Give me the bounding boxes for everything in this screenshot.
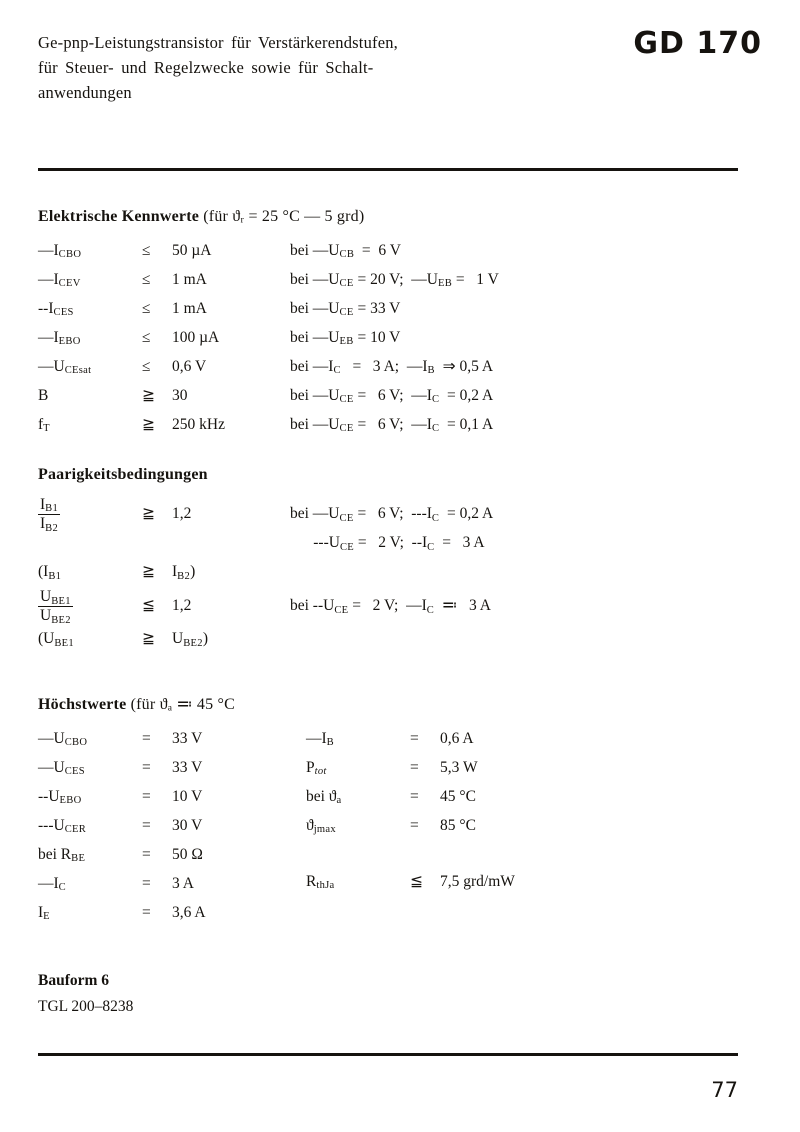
standard-reference: TGL 200–8238 xyxy=(38,998,134,1015)
top-divider xyxy=(38,168,738,171)
row-relation: = xyxy=(142,729,151,747)
row-symbol-sub: CES xyxy=(53,307,74,319)
row-condition: bei $—U_{CB} = 6$ V xyxy=(290,241,401,261)
row-value: 0,6 V xyxy=(172,357,207,375)
row-value: 1,2 xyxy=(172,597,192,615)
maximum-columns xyxy=(38,725,762,928)
page-header xyxy=(38,26,762,105)
cond-sub: CE xyxy=(339,423,354,435)
row-condition: bei $—U_{CE} = 6$ V; $—I_C = 0,1$ A xyxy=(290,415,494,435)
row-value: 3 A xyxy=(172,874,194,892)
table-row xyxy=(38,411,499,440)
row-symbol-sub: E xyxy=(43,911,50,923)
row-relation: ≤ xyxy=(142,357,151,375)
row-value: $I_{B2}$) xyxy=(172,562,196,582)
maximum-right-table xyxy=(306,725,558,897)
table-row xyxy=(38,783,290,812)
table-row xyxy=(306,725,558,754)
row-relation: ≧ xyxy=(142,386,155,404)
row-symbol-sub: CBO xyxy=(64,737,88,749)
row-value: 50 µA xyxy=(172,241,212,259)
table-row xyxy=(38,626,493,655)
row-symbol: ($U_{BE1}$ xyxy=(38,630,74,650)
row-symbol xyxy=(306,841,410,868)
fraction-numerator: $U_{BE1}$ xyxy=(40,587,71,607)
table-row xyxy=(306,754,558,783)
row-symbol-sub: C xyxy=(58,882,66,894)
cond-sub: C xyxy=(333,365,341,377)
row-symbol: $R_{thJa}$ xyxy=(306,872,335,892)
num-sub: B1 xyxy=(45,503,59,515)
row-value: 250 kHz xyxy=(172,415,225,433)
table-row xyxy=(38,353,499,382)
row-value: 10 V xyxy=(172,787,203,805)
row-symbol-sub: CER xyxy=(64,824,87,836)
table-row xyxy=(38,382,499,411)
table-row xyxy=(38,812,290,841)
num-sub: BE1 xyxy=(51,595,71,607)
row-symbol-sub: BE1 xyxy=(54,638,74,650)
page-title xyxy=(38,30,398,105)
row-symbol: $—I_C$ xyxy=(38,874,66,894)
row-symbol-sub: T xyxy=(43,423,50,435)
section-electrical-title xyxy=(38,208,762,226)
row-relation: = xyxy=(142,874,151,892)
row-value: 30 V xyxy=(172,816,203,834)
row-condition: bei $—U_{CE} = 33$ V xyxy=(290,299,401,319)
row-symbol-sub: B1 xyxy=(48,570,62,582)
row-symbol-fraction xyxy=(38,495,142,558)
row-relation: ≧ xyxy=(142,415,155,433)
row-relation: = xyxy=(142,787,151,805)
cond-sub2: C xyxy=(427,541,435,553)
row-condition: bei $—I_C = 3$ A; $—I_B$ ⇒ 0,5 A xyxy=(290,357,494,377)
row-symbol: $P_{tot}$ xyxy=(306,758,327,778)
row-symbol: $—I_B$ xyxy=(306,729,334,749)
row-condition: bei $—U_{CE} = 6$ V; $—I_C = 0,2$ A xyxy=(290,386,494,406)
section-maximum-title-rest: (für ϑₐ ≕ 45 °C xyxy=(130,696,235,713)
table-row xyxy=(38,587,493,626)
title-line-1: Ge-pnp-Leistungstransistor für Verstärkerendstufen, xyxy=(38,33,399,52)
row-value: 45 °C xyxy=(440,787,476,805)
row-symbol: $--I_{CES}$ xyxy=(38,299,74,319)
cond-sub2: B xyxy=(427,365,435,377)
maximum-left-table xyxy=(38,725,290,928)
row-condition: bei $—U_{CE} = 20$ V; $—U_{EB} = 1$ V xyxy=(290,270,499,290)
table-row xyxy=(38,495,493,529)
table-row xyxy=(38,899,290,928)
title-line-3: anwendungen xyxy=(38,83,132,102)
section-maximum xyxy=(38,694,762,928)
row-symbol: ($I_{B1}$ xyxy=(38,562,62,582)
row-symbol-fraction xyxy=(38,587,142,626)
row-symbol: $f_T$ xyxy=(38,415,50,435)
row-symbol: $ϑ_{jmax}$ xyxy=(306,816,336,836)
row-condition: bei $—U_{CE} = 6$ V; $---I_C = 0,2$ A xyxy=(290,504,494,524)
row-symbol: $—U_{CES}$ xyxy=(38,758,85,778)
table-row xyxy=(38,237,499,266)
row-condition: bei $--U_{CE} = 2$ V; $—I_C$ ≕ 3 A xyxy=(290,597,491,617)
row-value: $U_{BE2}$) xyxy=(172,630,208,650)
row-symbol-sub: BE xyxy=(71,853,86,865)
table-row xyxy=(306,783,558,812)
row-condition xyxy=(290,626,493,655)
table-row xyxy=(38,324,499,353)
cond-sub2: C xyxy=(426,605,435,617)
fraction-denominator: $U_{BE2}$ xyxy=(40,607,71,627)
row-value: 85 °C xyxy=(440,816,476,834)
den-sub: B2 xyxy=(45,522,59,534)
row-relation: = xyxy=(142,758,151,776)
row-condition xyxy=(290,558,493,587)
row-symbol-sub: CEV xyxy=(58,278,81,290)
section-maximum-title-bold: Höchstwerte xyxy=(38,696,127,713)
cond-sub2: C xyxy=(431,512,440,524)
maximum-left-column xyxy=(38,725,306,928)
pairing-table xyxy=(38,495,493,655)
row-symbol-sub: CBO xyxy=(58,249,82,261)
section-pairing-title: Paarigkeitsbedingungen xyxy=(38,466,208,483)
row-symbol-sub: jmax xyxy=(313,824,336,836)
table-row xyxy=(38,841,290,870)
row-symbol: $—I_{EBO}$ xyxy=(38,328,81,348)
fraction xyxy=(38,589,73,625)
cond-sub: CB xyxy=(339,249,355,261)
table-row xyxy=(38,266,499,295)
row-relation: = xyxy=(410,816,419,834)
row-value-sub: BE2 xyxy=(183,638,203,650)
row-symbol: bei $ϑ_a$ xyxy=(306,787,342,807)
row-value: 1 mA xyxy=(172,299,207,317)
table-row xyxy=(38,754,290,783)
row-symbol: $---U_{CER}$ xyxy=(38,816,87,836)
row-symbol-sub: a xyxy=(336,795,342,807)
part-number: GD 170 xyxy=(633,26,762,61)
section-maximum-title xyxy=(38,694,762,714)
row-relation: ≤ xyxy=(142,270,151,288)
row-relation xyxy=(410,841,440,868)
title-line-2: für Steuer- und Regelzwecke sowie für Schalt- xyxy=(38,58,374,77)
section-electrical xyxy=(38,208,762,440)
table-row xyxy=(38,558,493,587)
table-row xyxy=(306,868,558,897)
row-symbol-sub: EBO xyxy=(58,336,81,348)
row-symbol: B xyxy=(38,386,49,404)
cond-sub2: C xyxy=(431,394,440,406)
row-value: 50 Ω xyxy=(172,845,203,863)
cond-sub: CE xyxy=(339,394,354,406)
bauform-block xyxy=(38,968,133,1020)
cond-sub2: C xyxy=(431,423,440,435)
row-relation: = xyxy=(410,758,419,776)
cond-sub: CE xyxy=(334,605,349,617)
row-symbol-sub: CES xyxy=(64,766,85,778)
cond-sub: CE xyxy=(339,307,354,319)
row-value-sub: B2 xyxy=(177,570,191,582)
row-symbol: $—I_{CEV}$ xyxy=(38,270,81,290)
row-relation: ≤ xyxy=(142,328,151,346)
row-value: 7,5 grd/mW xyxy=(440,872,515,890)
row-symbol-sub: thJa xyxy=(316,880,335,892)
table-row xyxy=(38,725,290,754)
table-row xyxy=(306,841,558,868)
row-symbol-sub: CEsat xyxy=(64,365,92,377)
row-value: 33 V xyxy=(172,729,203,747)
row-relation: = xyxy=(142,903,151,921)
fraction xyxy=(38,497,60,533)
row-value: 1,2 xyxy=(172,504,192,522)
table-row xyxy=(306,812,558,841)
row-value: 3,6 A xyxy=(172,903,206,921)
row-symbol: $I_E$ xyxy=(38,903,50,923)
row-symbol-sub: EBO xyxy=(59,795,82,807)
table-row xyxy=(38,870,290,899)
row-relation: ≤ xyxy=(142,299,151,317)
cond-sub: EB xyxy=(339,336,354,348)
row-symbol-sub: B xyxy=(326,737,334,749)
cond-sub: CE xyxy=(339,541,354,553)
row-symbol-sub: tot xyxy=(314,766,327,778)
fraction-denominator: $I_{B2}$ xyxy=(40,514,59,534)
row-value: 0,6 A xyxy=(440,729,474,747)
cond-sub: CE xyxy=(339,278,354,290)
row-relation: ≧ xyxy=(142,562,155,580)
section-electrical-title-rest: (für ϑᵣ = 25 °C — 5 grd) xyxy=(203,208,365,225)
row-relation: ≦ xyxy=(410,872,423,890)
bauform-title: Bauform 6 xyxy=(38,972,110,989)
row-symbol: $—U_{CBO}$ xyxy=(38,729,88,749)
row-relation: ≧ xyxy=(142,504,155,522)
electrical-table xyxy=(38,237,499,440)
row-relation: ≦ xyxy=(142,597,155,615)
table-row xyxy=(38,295,499,324)
row-relation: ≧ xyxy=(142,630,155,648)
row-value: 100 µA xyxy=(172,328,220,346)
cond-sub: CE xyxy=(339,512,354,524)
row-symbol: $--U_{EBO}$ xyxy=(38,787,82,807)
cond-sub2: EB xyxy=(437,278,453,290)
row-value xyxy=(440,841,558,868)
row-relation: ≤ xyxy=(142,241,151,259)
row-symbol: $—U_{CEsat}$ xyxy=(38,357,92,377)
fraction-numerator: $I_{B1}$ xyxy=(40,495,59,515)
row-value: 33 V xyxy=(172,758,203,776)
row-symbol: bei $R_{BE}$ xyxy=(38,845,86,865)
row-relation: = xyxy=(410,787,419,805)
row-relation: = xyxy=(410,729,419,747)
row-condition: bei $—U_{EB} = 10$ V xyxy=(290,328,401,348)
page-number: 77 xyxy=(711,1078,738,1102)
row-value: 1 mA xyxy=(172,270,207,288)
section-pairing xyxy=(38,466,762,655)
maximum-right-column xyxy=(306,725,558,928)
row-relation: = xyxy=(142,816,151,834)
row-relation: = xyxy=(142,845,151,863)
row-symbol: $—I_{CBO}$ xyxy=(38,241,82,261)
bottom-divider xyxy=(38,1053,738,1056)
section-electrical-title-bold: Elektrische Kennwerte xyxy=(38,208,200,225)
row-value: 30 xyxy=(172,386,188,404)
den-sub: BE2 xyxy=(51,615,71,627)
row-value: 5,3 W xyxy=(440,758,478,776)
row-condition: $---U_{CE} = 2$ V; $--I_C = 3$ A xyxy=(290,533,485,553)
